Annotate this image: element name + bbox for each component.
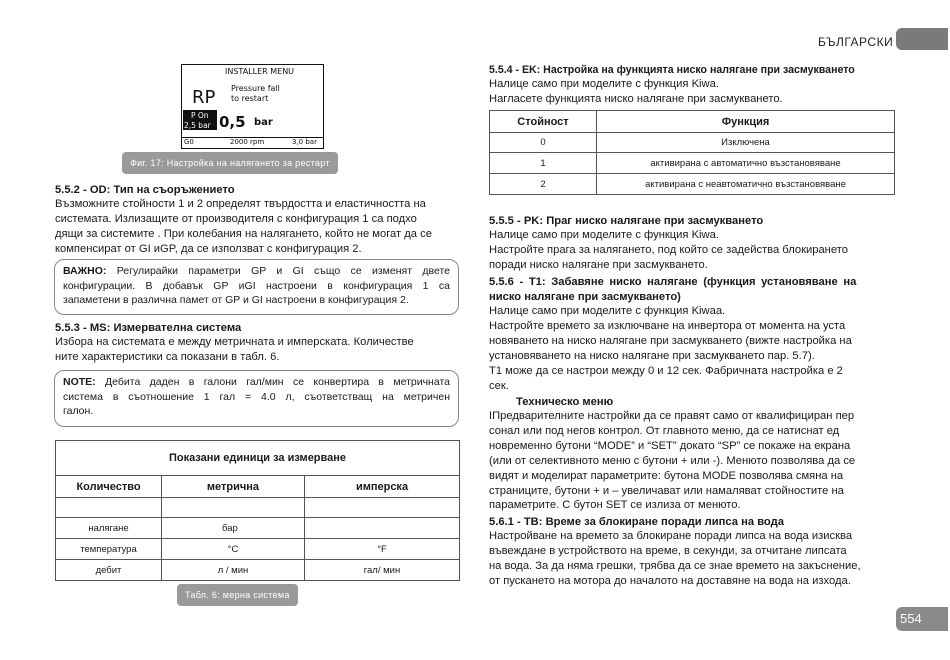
text-line: видят и моделират параметрите: бутона MODE позволява смяна на [489, 469, 844, 482]
lcd-display [181, 64, 324, 149]
table-cell: °F [305, 539, 460, 560]
table-row [490, 174, 895, 195]
lcd-pon-label: P On [191, 111, 209, 120]
important-note [54, 259, 459, 315]
table-header: метрична [162, 476, 305, 498]
note-line: галон. [63, 405, 94, 417]
technical-menu-body [489, 409, 855, 513]
table-cell: °C [162, 539, 305, 560]
text-line: новременно бутони “MODE” и “SET” докато “SP” се покаже на екрана [489, 439, 851, 452]
text-line: поради ниско налягане при засмукването. [489, 258, 708, 271]
section-5-5-5-title: 5.5.5 - PK: Праг ниско налягане при засмукването [489, 215, 764, 227]
text-line: (или от селективното меню с бутони + или -). Менюто позволява да се [489, 454, 856, 467]
table-header: имперска [305, 476, 460, 498]
text-line: Настройте прага за налягането, под който се задейства блокирането [489, 243, 848, 256]
note-line: система в съотношение 1 гал = 4.0 л, съответстващ на метричен [63, 390, 450, 403]
text-line: IПредварителните настройки да се правят само от квалифициран пер [489, 410, 855, 422]
section-5-5-5-body [489, 228, 848, 273]
text-line: Налице само при моделите с функция Kiwa. [489, 229, 719, 241]
table-cell [162, 498, 305, 518]
text-line: Избора на системата е между метричната и имперската. Количестве [55, 336, 414, 348]
section-5-5-3-body [55, 335, 414, 365]
lcd-footer-left: G0 [184, 138, 194, 146]
table-cell: активирана с автоматично възстановяване [597, 153, 895, 174]
figure-caption: Фиг. 17: Настройка на налягането за рестарт [122, 152, 338, 174]
table-cell [56, 498, 162, 518]
table-cell: 2 [490, 174, 597, 195]
text-line: ните характеристики са показани в табл. 6. [55, 350, 280, 363]
technical-menu-title: Техническо меню [516, 396, 614, 408]
page-number: 554 [896, 607, 948, 631]
table-row [56, 539, 460, 560]
note-line: конфигурации. В добавък GP иGI настроени в конфигурация 1 са [63, 279, 450, 292]
lcd-message-line-2: to restart [231, 94, 269, 103]
text-line: страниците, бутони + и – увеличават или намаляват стойностите на [489, 484, 844, 497]
section-5-5-6-title-cont: ниско налягане при засмукването) [489, 291, 681, 303]
table-header-row [490, 111, 895, 133]
text-line: дящи за системите . При колебания на налягането, който не могат да се [55, 227, 432, 240]
lcd-parameter-box [183, 110, 217, 130]
text-line: сонал или под негов контрол. От главното меню, да се натиснат ед [489, 424, 840, 437]
units-table-title: Показани единици за измерване [56, 441, 460, 476]
table-caption: Табл. 6: мерна система [177, 584, 298, 606]
lcd-pon-value: 2,5 bar [184, 121, 211, 130]
units-table [55, 440, 460, 581]
text-line: на вода. За да няма грешки, трябва да се знае времето на закъснение, [489, 559, 861, 572]
table-cell: 0 [490, 133, 597, 153]
table-header: Количество [56, 476, 162, 498]
function-table [489, 110, 895, 195]
text-line: въвеждане в устройството на време, в секунди, за отчитане липсата [489, 544, 847, 557]
text-line: параметрите. С бутон SET се излиза от менюто. [489, 499, 741, 512]
note-line: NOTE: Дебита даден в галони гал/мин се конвертира в метричната [63, 376, 450, 388]
note-label: NOTE: [63, 376, 96, 388]
section-5-5-2-title: 5.5.2 - OD: Тип на съоръжението [55, 184, 235, 196]
text-line: Настройване на времето за блокиране поради липса на вода изисква [489, 530, 853, 542]
table-row [56, 498, 460, 518]
table-cell: л / мин [162, 560, 305, 581]
section-5-5-3-title: 5.5.3 - MS: Измервателна система [55, 322, 242, 334]
table-header-row [56, 476, 460, 498]
section-5-5-6-title: 5.5.6 - T1: Забавяне ниско налягане (функция установяване на [489, 276, 857, 288]
section-5-6-1-body [489, 529, 861, 589]
text-line: системата. Излизащите от производителя с конфигурация 1 са подхо [55, 212, 417, 225]
text-line: Настройте времето за изключване на инвертора от момента на уста [489, 319, 846, 332]
section-5-5-4-body [489, 77, 783, 107]
lcd-menu-title: INSTALLER MENU [225, 67, 295, 76]
table-header: Стойност [490, 111, 597, 133]
text-line: Възможните стойности 1 и 2 определят твърдостта и еластичността на [55, 198, 426, 210]
table-row [56, 518, 460, 539]
table-cell: дебит [56, 560, 162, 581]
table-cell: гал/ мин [305, 560, 460, 581]
note-line: запаметени в различна памет от GP и GI настроени в конфигурация 2. [63, 294, 409, 306]
lcd-code: RP [192, 87, 216, 108]
text-line: T1 може да се настрои между 0 и 12 сек. Фабричната настройка е 2 [489, 364, 843, 377]
text-line: сек. [489, 379, 509, 392]
section-5-5-4-title: 5.5.4 - EK: Настройка на функцията ниско налягане при засмукването [489, 64, 855, 76]
table-row [490, 153, 895, 174]
section-5-5-2-body [55, 197, 432, 257]
lcd-footer-mid: 2000 rpm [230, 138, 265, 146]
table-cell: налягане [56, 518, 162, 539]
table-cell [305, 498, 460, 518]
table-cell [305, 518, 460, 539]
language-tab [896, 28, 948, 50]
text-line: установяването на ниско налягане при засмукването пар. 5.7). [489, 349, 815, 362]
text-line: новяването на ниско налягане при засмукването (вижте настройка на [489, 334, 852, 347]
note-line: ВАЖНО: Регулирайки параметри GP и GI също се изменят двете [63, 265, 450, 277]
text-line: компенсират от GI иGP, да се използват с конфигурация 2. [55, 242, 362, 255]
table-cell: 1 [490, 153, 597, 174]
note-label: ВАЖНО: [63, 265, 107, 277]
text-line: Налице само при моделите с функция Kiwa. [489, 78, 719, 90]
language-label: БЪЛГАРСКИ [818, 35, 894, 49]
table-cell: активирана с неавтоматично възстановяване [597, 174, 895, 195]
note-box [54, 370, 459, 427]
section-5-6-1-title: 5.6.1 - TB: Време за блокиране поради липса на вода [489, 516, 784, 528]
section-5-5-6-body [489, 304, 852, 393]
table-row [56, 560, 460, 581]
text-line: от пускането на мотора до началото на доставяне на вода на изхода. [489, 574, 851, 587]
table-row [490, 133, 895, 153]
table-header: Функция [597, 111, 895, 133]
text-line: Нагласете функцията ниско налягане при засмукването. [489, 92, 783, 105]
table-cell: температура [56, 539, 162, 560]
table-cell: бар [162, 518, 305, 539]
lcd-message-line-1: Pressure fall [231, 84, 280, 93]
lcd-value: 0,5 [219, 113, 246, 131]
lcd-footer-right: 3,0 bar [292, 138, 317, 146]
lcd-unit: bar [254, 117, 273, 128]
table-cell: Изключена [597, 133, 895, 153]
text-line: Налице само при моделите с функция Kiwaa. [489, 305, 726, 317]
